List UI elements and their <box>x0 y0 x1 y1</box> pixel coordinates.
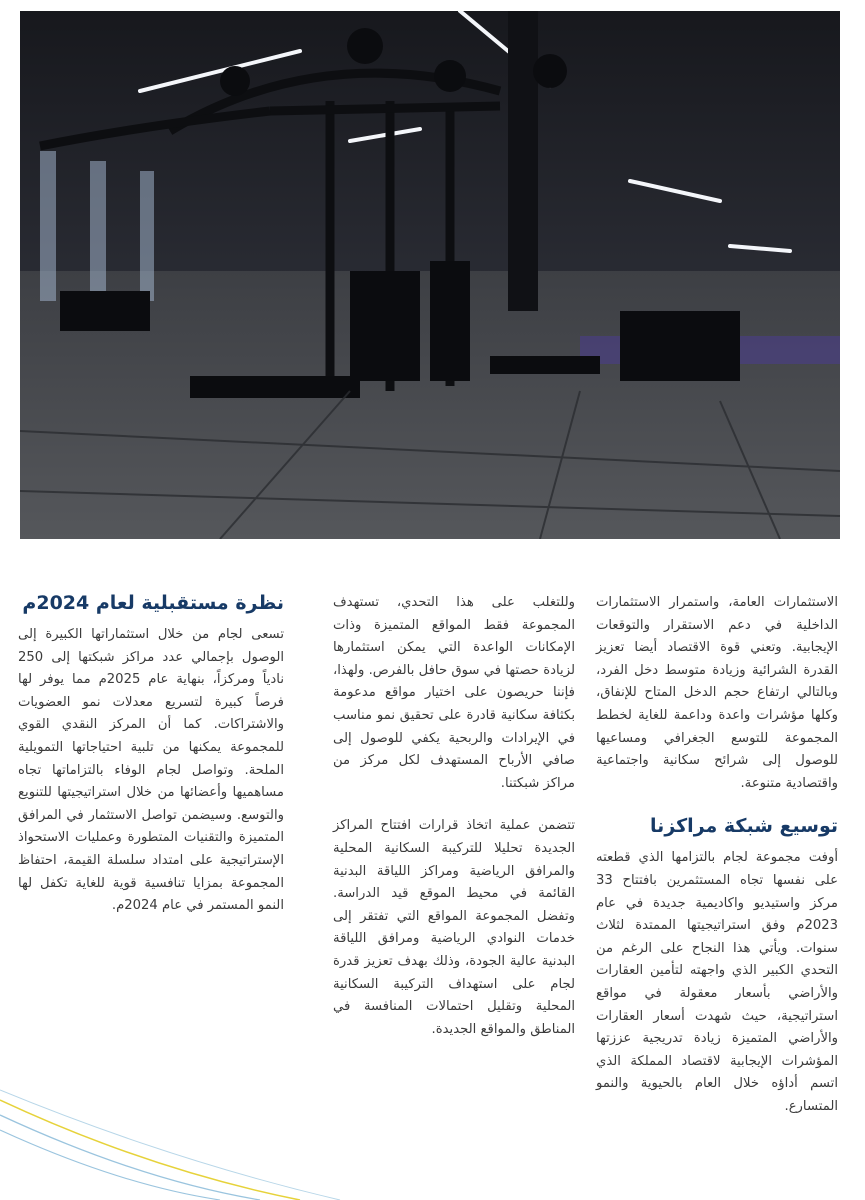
heading-outlook-2024: نظرة مستقبلية لعام 2024م <box>22 592 284 614</box>
column-left <box>18 590 284 918</box>
gym-photo <box>20 11 840 539</box>
column-middle <box>333 592 575 1041</box>
column-right <box>596 592 838 1118</box>
decorative-curves <box>0 1060 400 1200</box>
heading-expand-network: توسيع شبكة مراكزنا <box>650 815 838 838</box>
paragraph-challenge: وللتغلب على هذا التحدي، تستهدف المجموعة فقط المواقع المتميزة وذات الإمكانات الواعدة التي يمكن استثمارها لزيادة حصتها في سوق حافل بالفرص. ولهذا، فإننا حريصون على اختيار مواقع مدعومة بكثافة سكانية قادرة على تحقيق نمو مناسب في الإيرادات والربحية يكفي للوصول إلى صافي الأرباح المستهدف لكل مركز من مراكز شبكتنا. <box>333 595 575 791</box>
paragraph-new-centers: أوفت مجموعة لجام بالتزامها الذي قطعته على نفسها تجاه المستثمرين بافتتاح 33 مركز واستيديو واكاديمية جديدة في عام 2023م وفق استراتيجيتها الممتدة لثلاث سنوات. ويأتي هذا النجاح على الرغم من التحدي الكبير الذي واجهته لتأمين العقارات والأراضي بأسعار معقولة في مواقع استراتيجية، حيث شهدت أسعار العقارات والأراضي المتميزة زيادة تدريجية عززتها المؤشرات الإيجابية لاقتصاد المملكة الذي اتسم أداؤه خلال العام بالحيوية والنمو المتسارع. <box>596 850 838 1114</box>
paragraph-outlook: تسعى لجام من خلال استثماراتها الكبيرة إلى الوصول بإجمالي عدد مراكز شبكتها إلى 250 نادياً ومركزاً، بنهاية عام 2025م مما يوفر لها فرصاً كبيرة لتسريع معدلات نمو العضويات والاشتراكات. كما أن المركز النقدي القوي للمجموعة يمكنها من تلبية احتياجاتها التمويلية الملحة. وتواصل لجام الوفاء بالتزاماتها تجاه مساهميها وأعضائها من خلال استراتيجيتها للتنويع والتوسع. وسيضمن تواصل الاستثمار في المرافق المتميزة والتقنيات المتطورة وعمليات الاستحواذ الإستراتيجية على امتداد سلسلة القيمة، احتفاظ المجموعة بمزايا تنافسية قوية للغاية تكفل لها النمو المستمر في عام 2024م. <box>18 627 284 914</box>
paragraph-investments: الاستثمارات العامة، واستمرار الاستثمارات الداخلية في دعم الاستقرار والتوقعات الإيجابية. وتعني قوة الاقتصاد أيضا تعزيز القدرة الشرائية وزيادة متوسط دخل الفرد، وبالتالي ارتفاع حجم الدخل المتاح للإنفاق، وكلها مؤشرات واعدة وداعمة للغاية لخطط المجموعة للتوسع الجغرافي ومساعيها للوصول إلى شرائح سكانية واجتماعية واقتصادية متنوعة. <box>596 595 838 791</box>
gym-interior-image <box>20 11 840 539</box>
paragraph-site-selection: تتضمن عملية اتخاذ قرارات افتتاح المراكز الجديدة تحليلا للتركيبة السكانية المحلية والمرافق الرياضية ومراكز اللياقة البدنية القائمة في محيط الموقع قيد الدراسة. وتفضل المجموعة المواقع التي تفتقر إلى خدمات النوادي الرياضية ومرافق اللياقة البدنية عالية الجودة، وذلك بهدف تعزيز قدرة لجام على استهداف التركيبة السكانية المحلية وتقليل احتمالات المنافسة في المناطق والمواقع الجديدة. <box>333 818 575 1037</box>
